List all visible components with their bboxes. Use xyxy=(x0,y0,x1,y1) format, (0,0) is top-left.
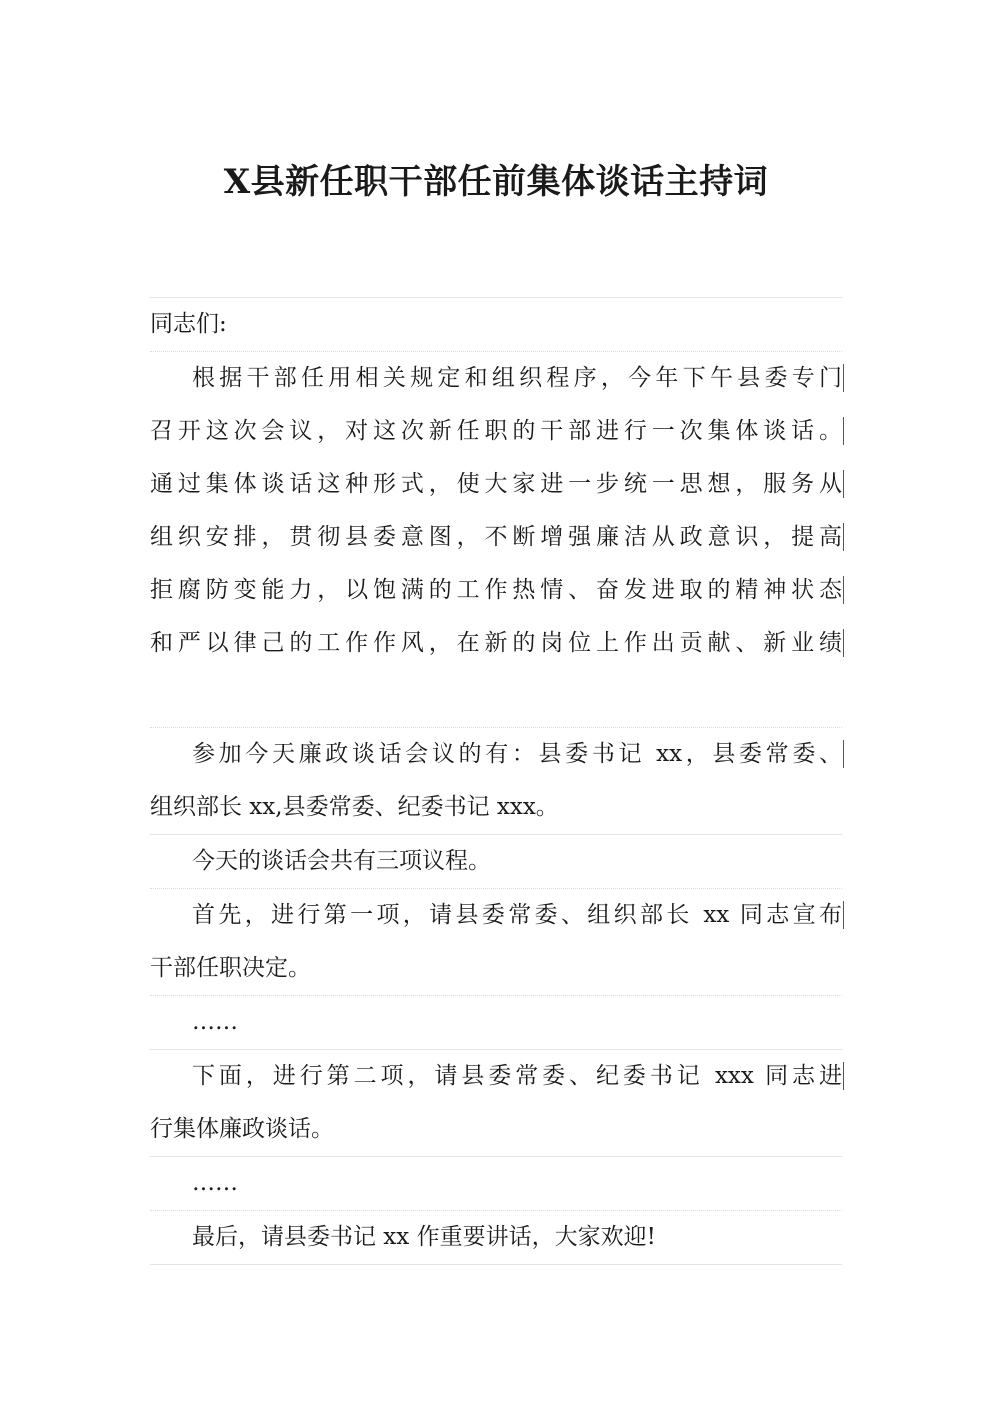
paragraph-line: 组织安排，贯彻县委意图，不断增强廉洁从政意识，提高 xyxy=(150,511,842,564)
paragraph-gap xyxy=(150,670,842,727)
document-title: X县新任职干部任前集体谈话主持词 xyxy=(223,162,769,202)
ellipsis-paragraph xyxy=(150,996,842,1049)
paragraph-line: 下面，进行第二项，请县委常委、纪委书记 xxx 同志进 xyxy=(150,1050,842,1103)
paragraph-line: 首先，进行第一项，请县委常委、组织部长 xx 同志宣布 xyxy=(150,889,842,942)
paragraph-item-one xyxy=(150,889,842,995)
paragraph-closing xyxy=(150,1211,842,1264)
paragraph-line: 拒腐防变能力，以饱满的工作热情、奋发进取的精神状态 xyxy=(150,564,842,617)
paragraph-attendees xyxy=(150,728,842,834)
paragraph-line: 干部任职决定。 xyxy=(150,955,311,981)
paragraph-line: 组织部长 xx,县委常委、纪委书记 xxx。 xyxy=(150,794,559,820)
document-body xyxy=(150,297,842,1265)
paragraph-line: 和严以律己的工作作风，在新的岗位上作出贡献、新业绩 xyxy=(150,617,842,670)
paragraph-line: 参加今天廉政谈话会议的有：县委书记 xx，县委常委、 xyxy=(150,728,842,781)
paragraph-line: 召开这次会议，对这次新任职的干部进行一次集体谈话。 xyxy=(150,405,842,458)
paragraph-agenda xyxy=(150,835,842,888)
greeting-paragraph xyxy=(150,298,842,351)
greeting-line: 同志们: xyxy=(150,311,227,337)
paragraph-line: 行集体廉政谈话。 xyxy=(150,1116,334,1142)
ellipsis-line: …… xyxy=(192,1170,238,1196)
paragraph-line: 根据干部任用相关规定和组织程序，今年下午县委专门 xyxy=(150,352,842,405)
paragraph-line: 最后，请县委书记 xx 作重要讲话，大家欢迎! xyxy=(192,1224,656,1250)
divider xyxy=(150,1264,842,1265)
paragraph-item-two xyxy=(150,1050,842,1156)
ellipsis-paragraph xyxy=(150,1157,842,1210)
paragraph-line: 今天的谈话会共有三项议程。 xyxy=(192,848,491,874)
paragraph-line: 通过集体谈话这种形式，使大家进一步统一思想，服务从 xyxy=(150,458,842,511)
paragraph-purpose xyxy=(150,352,842,670)
ellipsis-line: …… xyxy=(192,1009,238,1035)
